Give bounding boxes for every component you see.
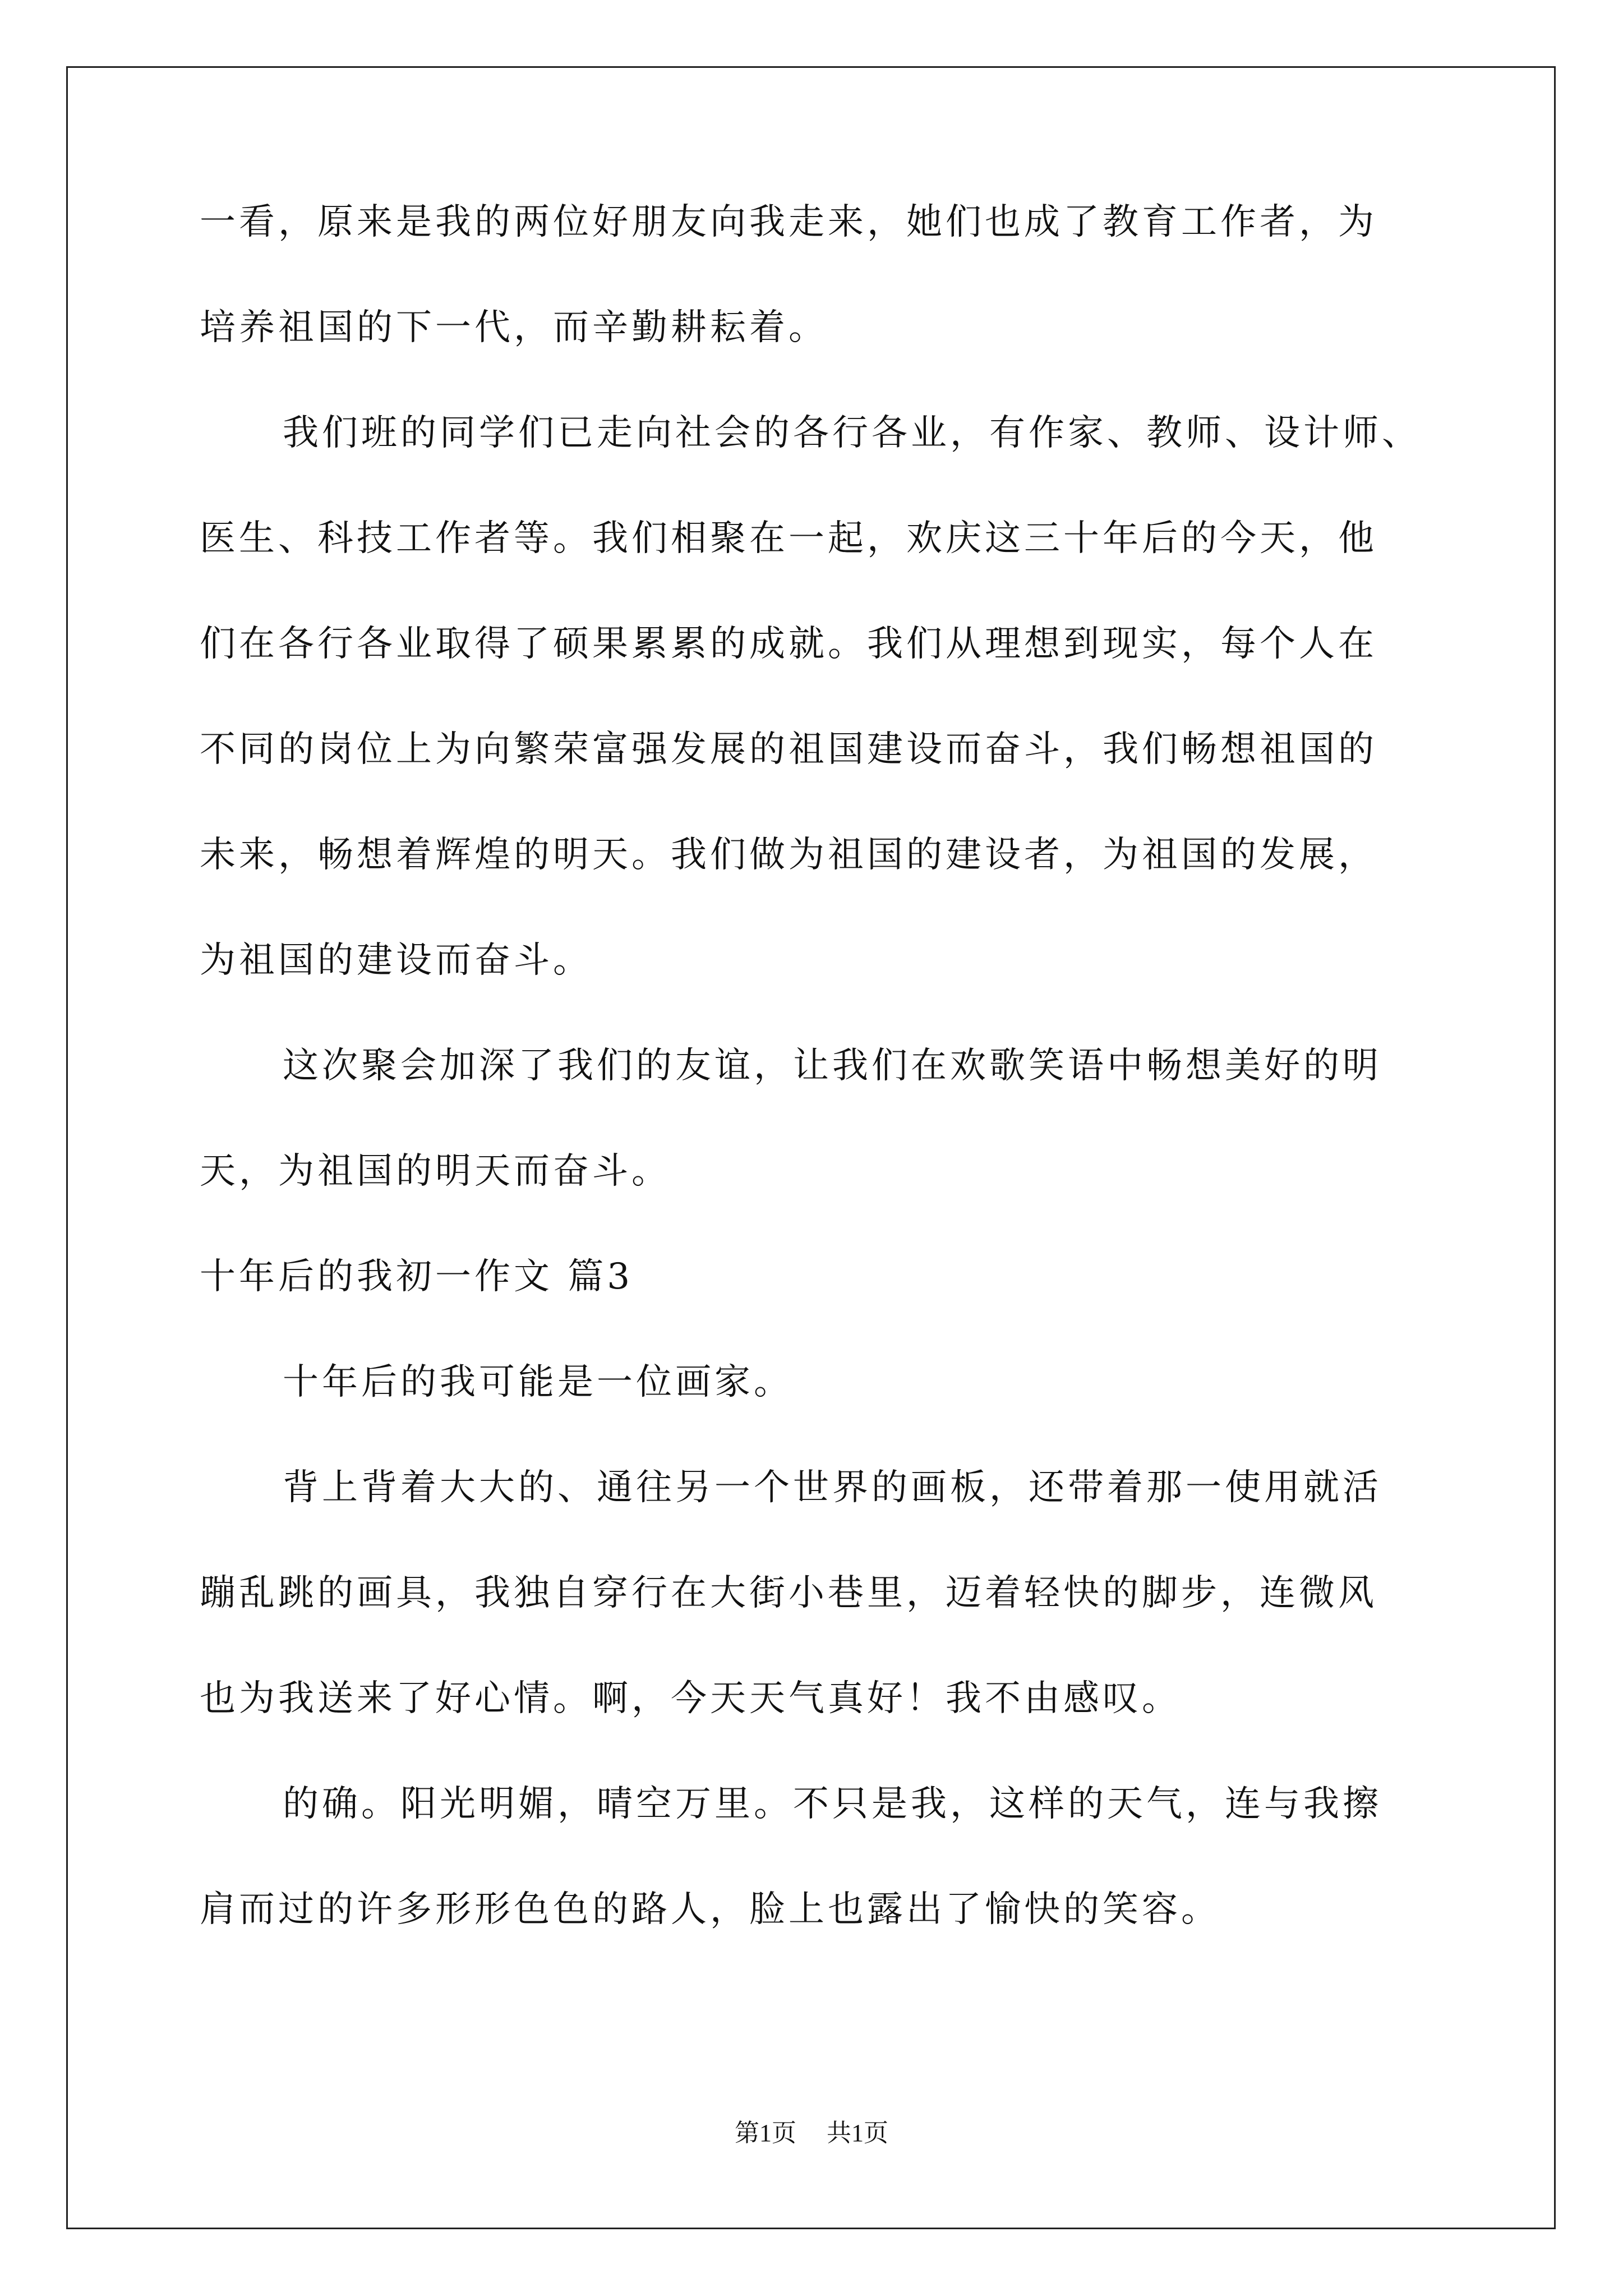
text-line: 蹦乱跳的画具，我独自穿行在大街小巷里，迈着轻快的脚步，连微风	[200, 1572, 1377, 1614]
text-line: 培养祖国的下一代，而辛勤耕耘着。	[200, 307, 828, 348]
text-line: 不同的岗位上为向繁荣富强发展的祖国建设而奋斗，我们畅想祖国的	[200, 729, 1377, 770]
text-line: 我们班的同学们已走向社会的各行各业，有作家、教师、设计师、	[283, 412, 1421, 454]
text-line: 天，为祖国的明天而奋斗。	[200, 1151, 671, 1192]
document-body	[200, 202, 1490, 1995]
page-number: 第1页	[735, 2119, 796, 2147]
text-line: 肩而过的许多形形色色的路人，脸上也露出了愉快的笑容。	[200, 1889, 1220, 1930]
text-line: 未来，畅想着辉煌的明天。我们做为祖国的建设者，为祖国的发展，	[200, 834, 1377, 876]
page-total: 共1页	[827, 2119, 888, 2147]
text-line: 医生、科技工作者等。我们相聚在一起，欢庆这三十年后的今天，他	[200, 518, 1377, 559]
text-line: 十年后的我可能是一位画家。	[283, 1361, 793, 1403]
section-heading: 十年后的我初一作文 篇3	[200, 1256, 634, 1297]
text-line: 一看，原来是我的两位好朋友向我走来，她们也成了教育工作者，为	[200, 201, 1377, 243]
text-line: 为祖国的建设而奋斗。	[200, 940, 592, 981]
text-line: 背上背着大大的、通往另一个世界的画板，还带着那一使用就活	[283, 1467, 1382, 1508]
text-line: 们在各行各业取得了硕果累累的成就。我们从理想到现实，每个人在	[200, 623, 1377, 665]
page-footer	[0, 2119, 1623, 2148]
text-line: 的确。阳光明媚，晴空万里。不只是我，这样的天气，连与我擦	[283, 1783, 1382, 1825]
text-line: 这次聚会加深了我们的友谊，让我们在欢歌笑语中畅想美好的明	[283, 1045, 1382, 1087]
text-line: 也为我送来了好心情。啊，今天天气真好！我不由感叹。	[200, 1678, 1181, 1719]
